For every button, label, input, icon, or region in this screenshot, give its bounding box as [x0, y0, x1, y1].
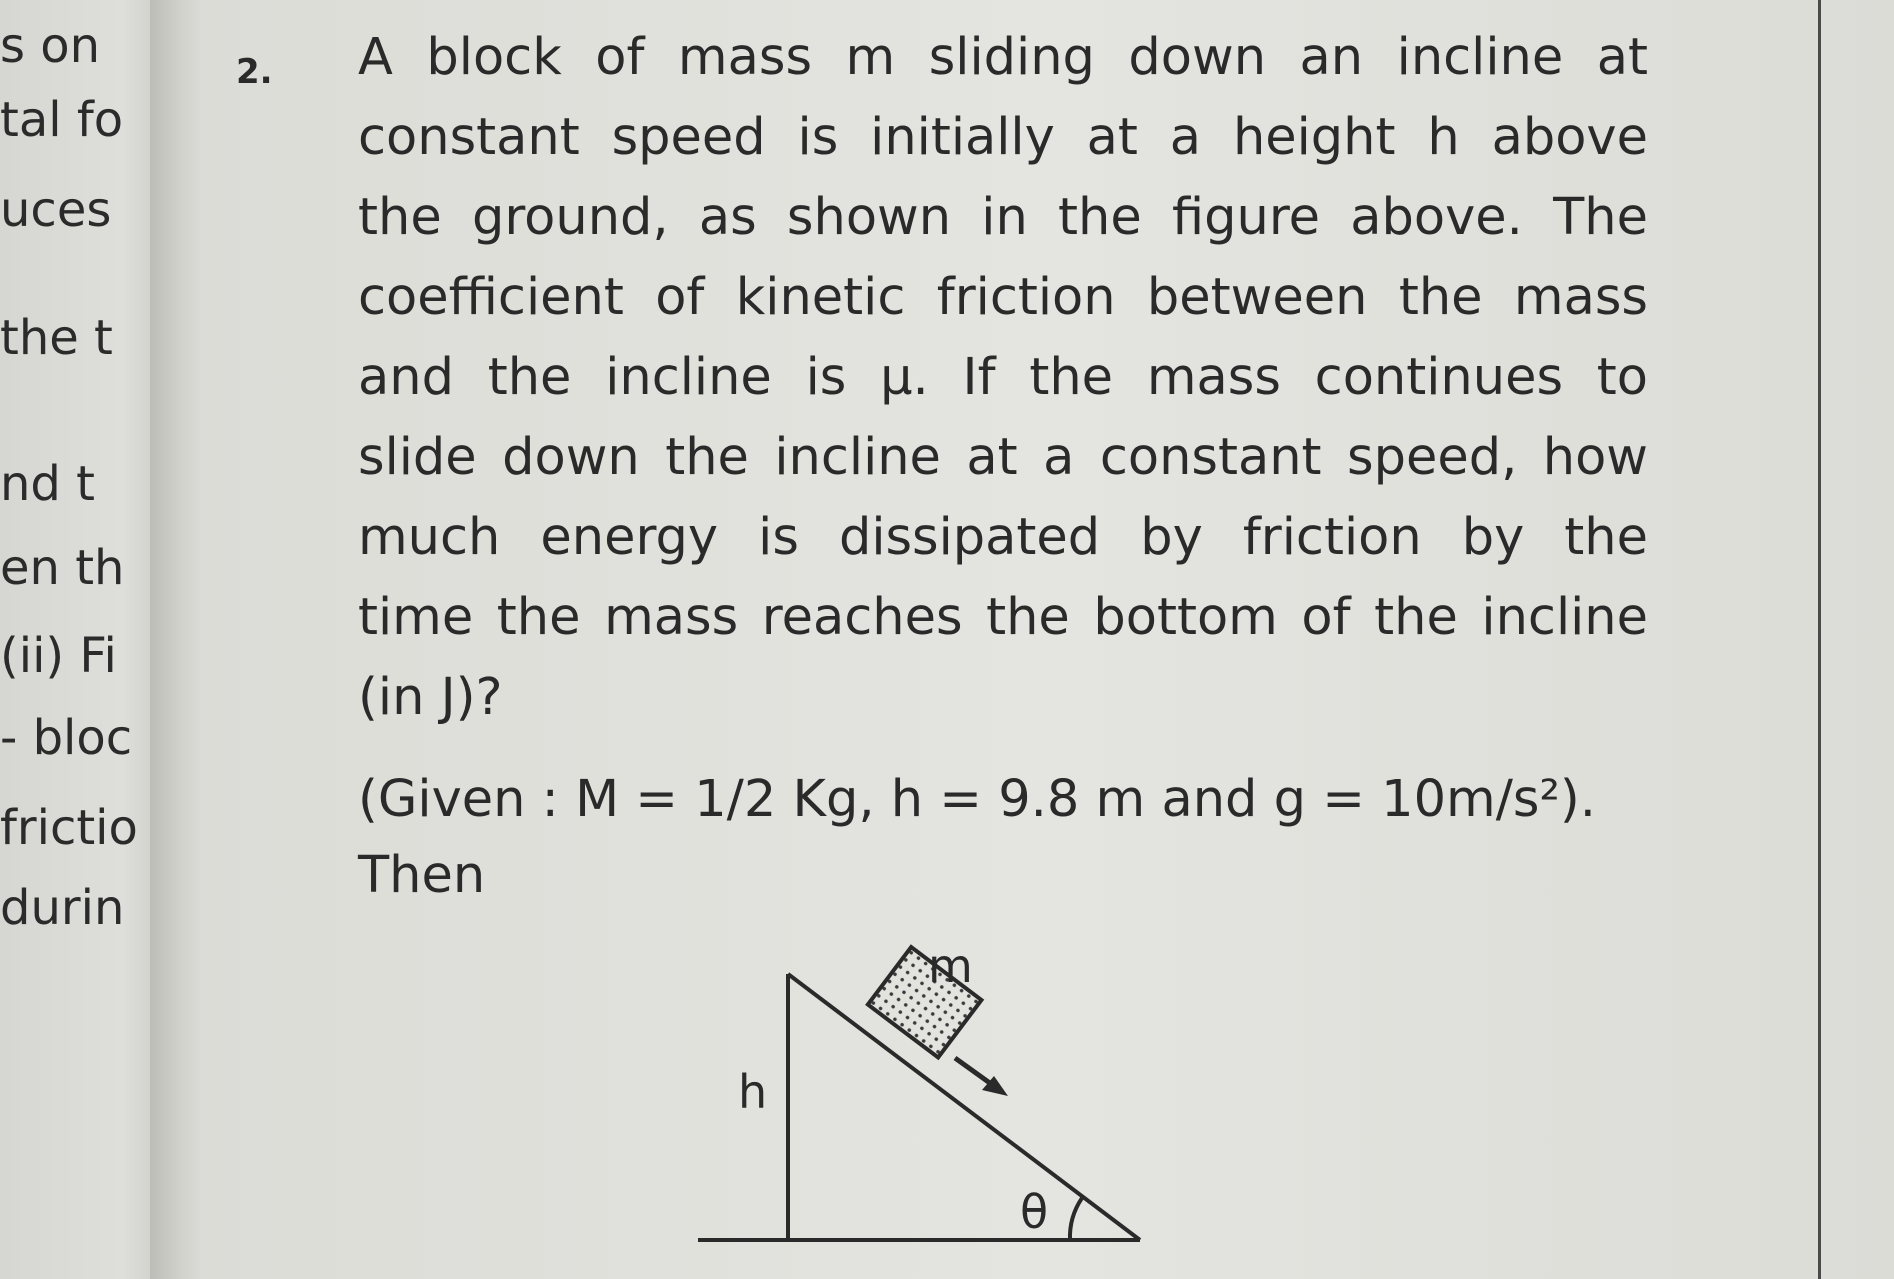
angle-label: θ — [1020, 1185, 1049, 1239]
left-fragment: s on — [0, 18, 101, 74]
question-line: time the mass reaches the bottom of the incline — [358, 588, 1648, 647]
height-label: h — [738, 1065, 768, 1119]
left-fragment: the t — [0, 310, 113, 366]
question-line: constant speed is initially at a height h above — [358, 108, 1648, 167]
left-page — [0, 0, 175, 1279]
question-line: slide down the incline at a constant speed, how — [358, 428, 1648, 487]
question-line: the ground, as shown in the figure above. The — [358, 188, 1648, 247]
left-fragment: - bloc — [0, 710, 133, 766]
motion-arrow-shaft — [955, 1058, 994, 1086]
left-fragment: (ii) Fi — [0, 628, 117, 684]
given-values: (Given : M = 1/2 Kg, h = 9.8 m and g = 10m/s²). — [358, 770, 1597, 829]
incline-diagram — [690, 930, 1160, 1279]
column-rule — [1818, 0, 1821, 1279]
question-number: 2. — [236, 52, 273, 92]
mass-label: m — [928, 939, 973, 993]
question-line: much energy is dissipated by friction by the — [358, 508, 1648, 567]
left-fragment: durin — [0, 880, 125, 936]
question-line: coefficient of kinetic friction between the mass — [358, 268, 1648, 327]
question-line: A block of mass m sliding down an incline at — [358, 28, 1648, 87]
angle-arc — [1070, 1198, 1082, 1240]
question-line: and the incline is μ. If the mass continues to — [358, 348, 1648, 407]
left-fragment: uces — [0, 182, 112, 238]
question-text — [358, 18, 1648, 738]
then-text: Then — [358, 846, 486, 905]
left-fragment: tal fo — [0, 92, 124, 148]
incline-figure — [690, 930, 1160, 1279]
left-fragment: frictio — [0, 800, 138, 856]
left-fragment: en th — [0, 540, 125, 596]
question-line: (in J)? — [358, 668, 503, 727]
left-fragment: nd t — [0, 456, 95, 512]
